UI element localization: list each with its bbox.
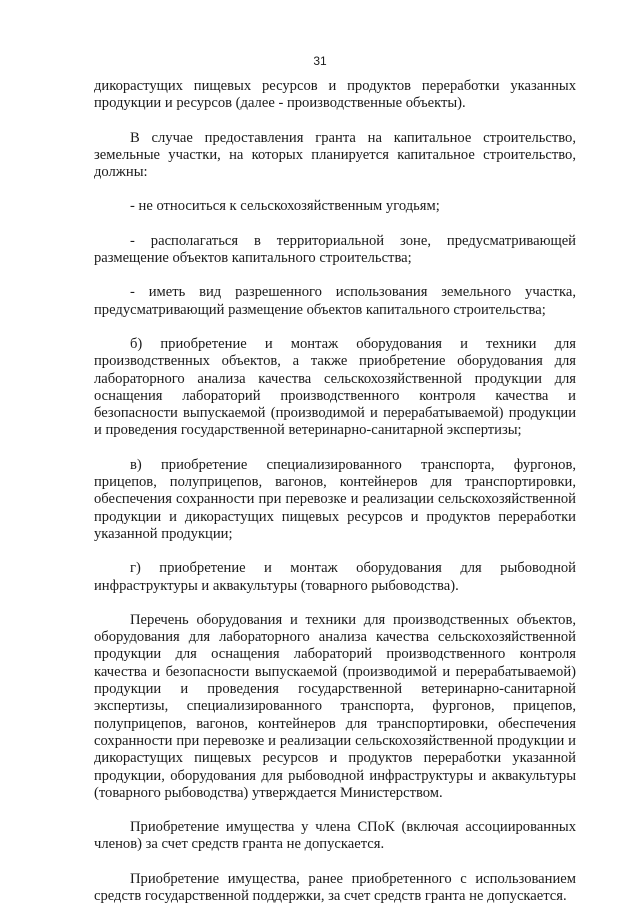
list-item-not-agricultural-land: - не относиться к сельскохозяйственным угодьям; (130, 198, 440, 215)
document-body (94, 78, 576, 922)
paragraph-state-support-restriction: Приобретение имущества, ранее приобретенного с использованием средств государственной поддержки, за счет средств гранта не допускается. (94, 870, 576, 904)
list-item-b-equipment: б) приобретение и монтаж оборудования и техники для производственных объектов, а также приобретение оборудования для лабораторного анализа качества сельскохозяйственной продукции для оснащения лабораторий производственного контроля качества и безопасности выпускаемой (производимой и перерабатываемой) продукции и проведения государственной ветеринарно-санитарной экспертизы; (94, 335, 576, 439)
paragraph-land-requirements: В случае предоставления гранта на капитальное строительство, земельные участки, на которых планируется капитальное строительство, должны: (94, 129, 576, 181)
paragraph-continuation: дикорастущих пищевых ресурсов и продуктов переработки указанных продукции и ресурсов (далее - производственные объекты). (94, 78, 576, 112)
paragraph-spok-restriction: Приобретение имущества у члена СПоК (включая ассоциированных членов) за счет средств гранта не допускается. (94, 819, 576, 853)
page-number: 31 (313, 54, 327, 68)
list-item-v-transport: в) приобретение специализированного транспорта, фургонов, прицепов, полуприцепов, вагонов, контейнеров для транспортировки, обеспечения сохранности при перевозке и реализации сельскохозяйственной продукции и дикорастущих пищевых ресурсов и продуктов переработки указанной продукции; (94, 456, 576, 542)
paragraph-equipment-list: Перечень оборудования и техники для производственных объектов, оборудования для лабораторного анализа качества сельскохозяйственной продукции для оснащения лабораторий производственного контроля качества и безопасности выпускаемой (производимой и перерабатываемой) продукции и проведения государственной ветеринарно-санитарной экспертизы, специализированного транспорта, фургонов, прицепов, полуприцепов, вагонов, контейнеров для транспортировки, обеспечения сохранности при перевозке и реализации сельскохозяйственной продукции и дикорастущих пищевых ресурсов и продуктов переработки указанной продукции, оборудования для рыбоводной инфраструктуры и аквакультуры (товарного рыбоводства) утверждается Министерством. (94, 611, 576, 801)
list-item-permitted-use: - иметь вид разрешенного использования земельного участка, предусматривающий размещение объектов капитального строительства; (94, 284, 576, 318)
list-item-g-fish-farming: г) приобретение и монтаж оборудования для рыбоводной инфраструктуры и аквакультуры (товарного рыбоводства). (94, 560, 576, 594)
list-item-territorial-zone: - располагаться в территориальной зоне, предусматривающей размещение объектов капитального строительства; (94, 232, 576, 267)
